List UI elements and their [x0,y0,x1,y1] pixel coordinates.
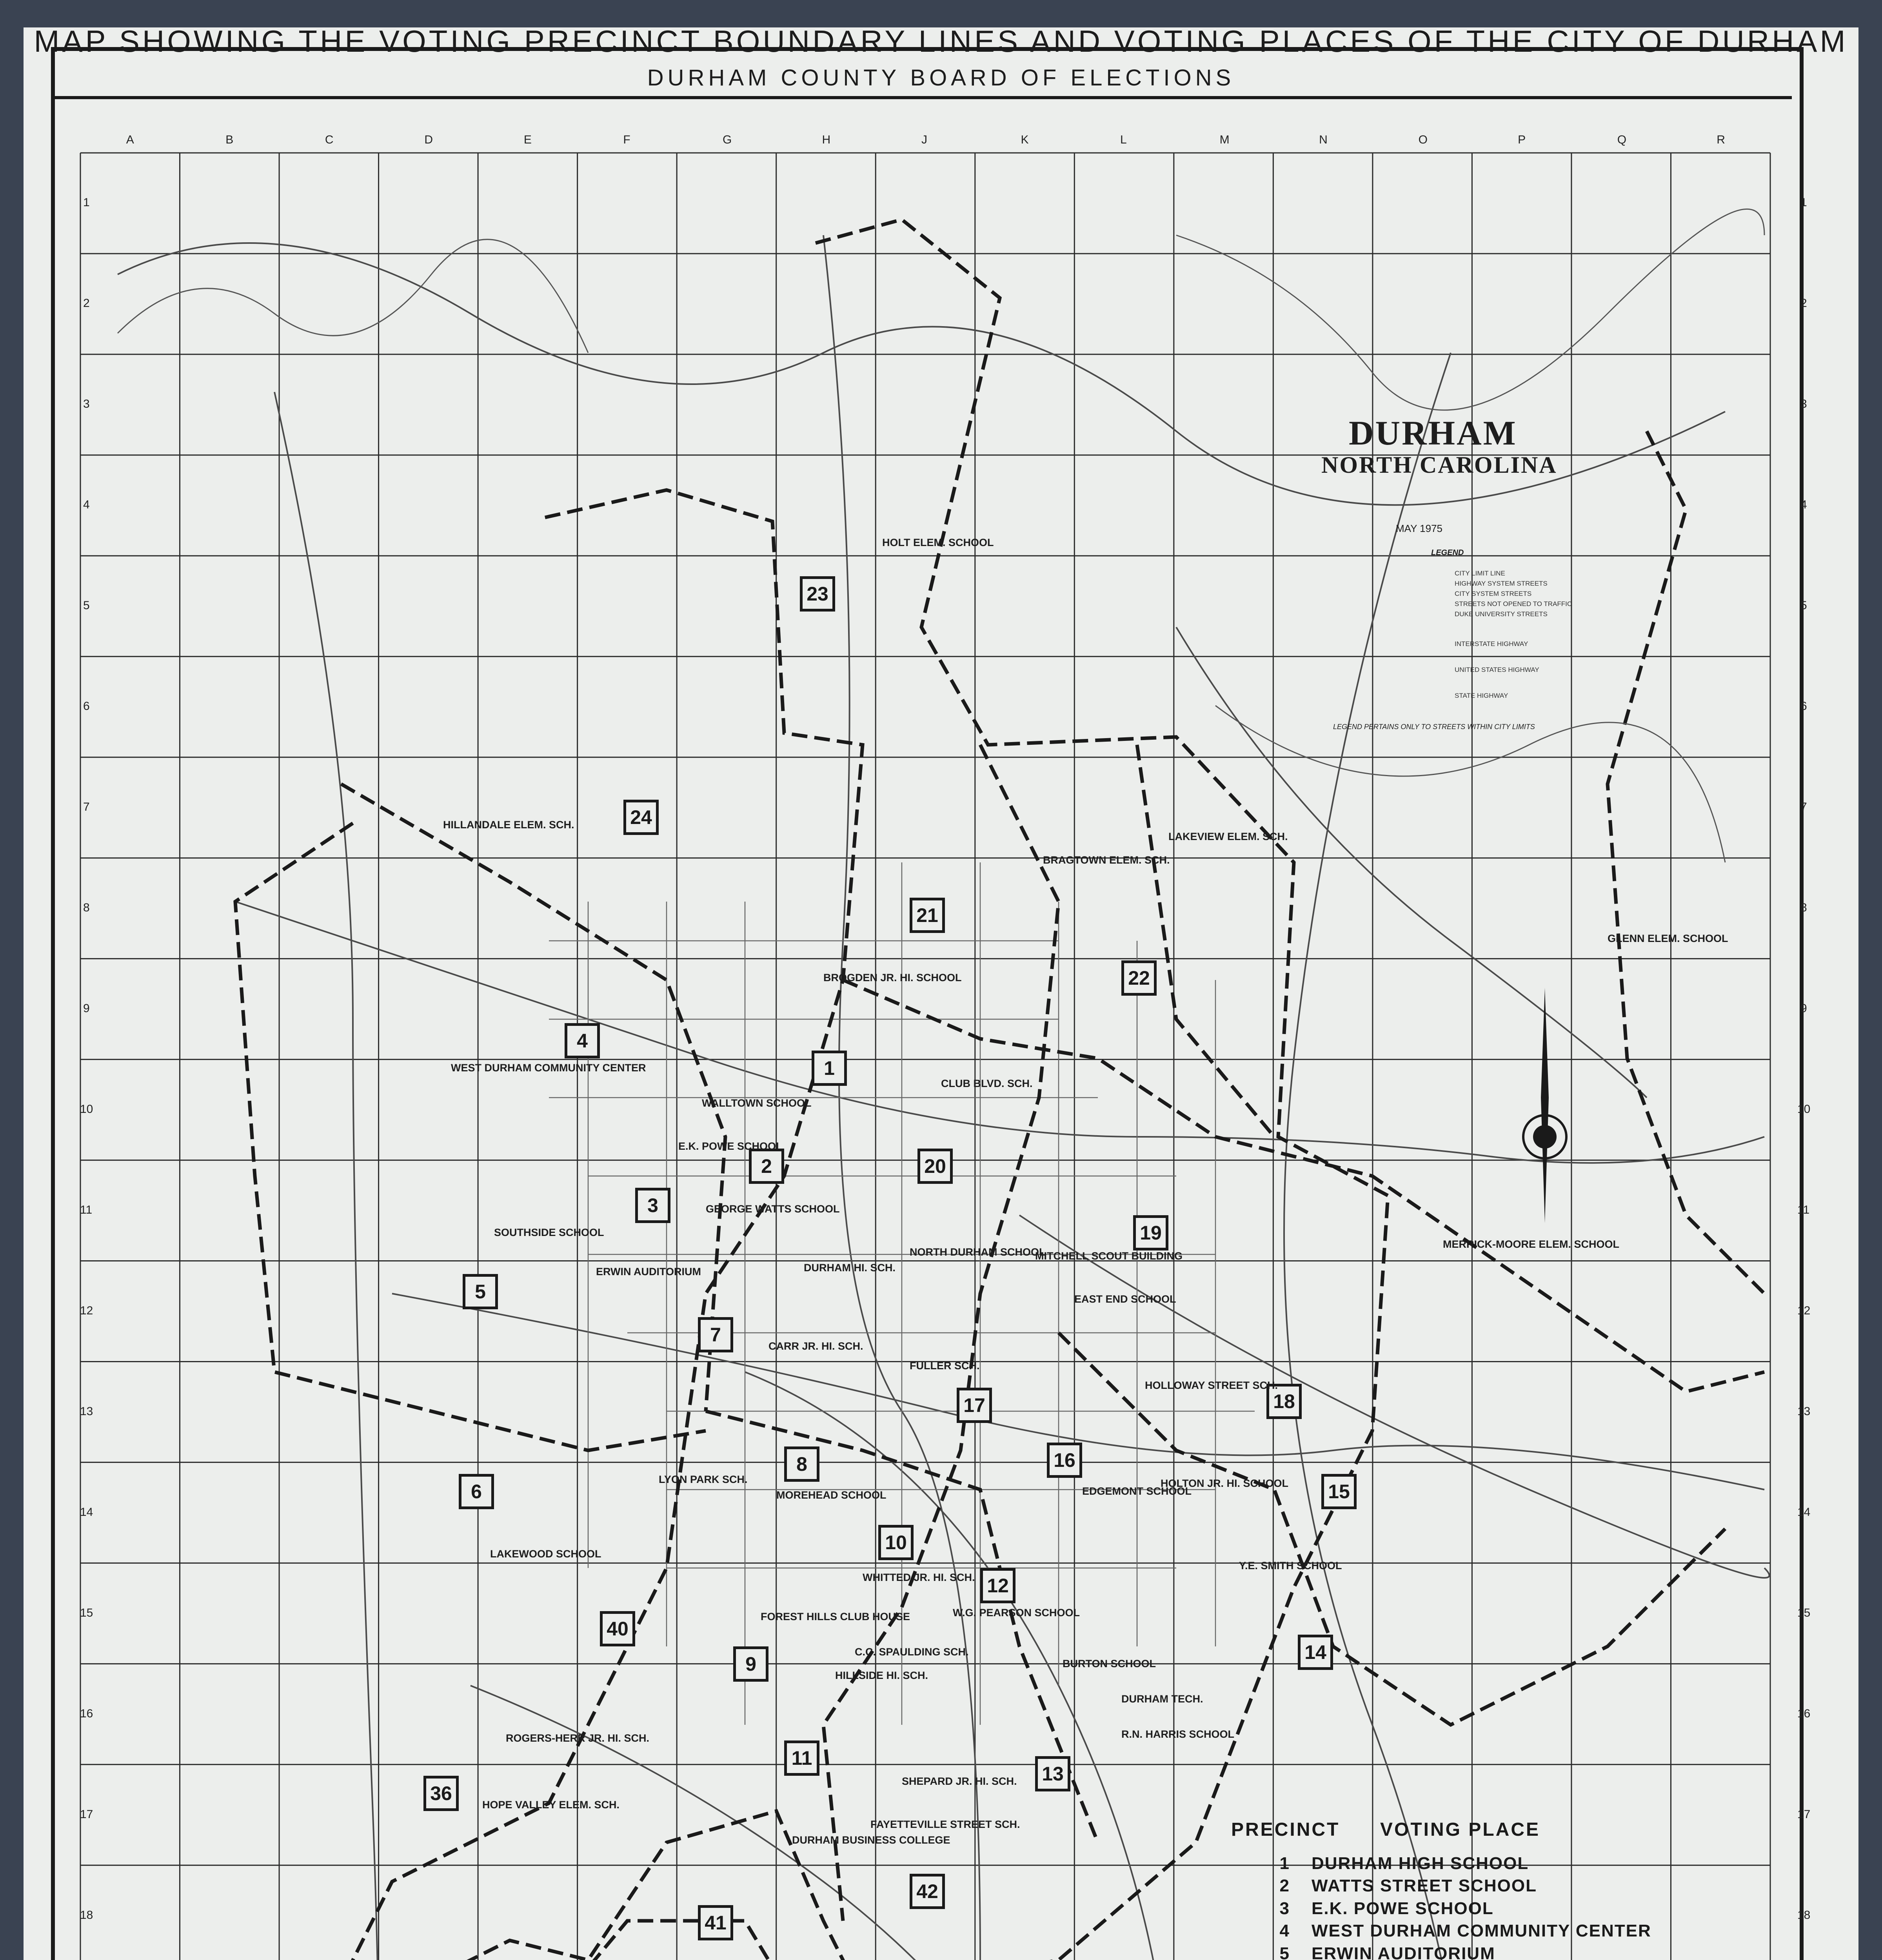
place-label: GEORGE WATTS SCHOOL [706,1203,840,1215]
grid-column-label: M [1219,133,1230,146]
precinct-marker: 21 [910,898,945,933]
place-label: DURHAM TECH. [1121,1693,1203,1705]
precinct-marker: 11 [784,1740,819,1776]
inset-legend-item: DUKE UNIVERSITY STREETS [1455,610,1548,618]
place-label: BRAGTOWN ELEM. SCH. [1043,854,1170,866]
grid-row-label: 9 [1800,1002,1807,1015]
inset-legend-item: UNITED STATES HIGHWAY [1455,666,1539,673]
place-label: Y.E. SMITH SCHOOL [1239,1560,1342,1572]
place-label: HOLT ELEM. SCHOOL [882,537,994,548]
precinct-marker: 10 [878,1525,914,1560]
grid-column-label: F [623,133,630,146]
place-label: HILLANDALE ELEM. SCH. [443,819,574,831]
precinct-marker: 5 [463,1274,498,1309]
grid-column-label: O [1418,133,1428,146]
precinct-number: 4 [1279,1921,1290,1941]
precinct-number: 5 [1279,1944,1290,1960]
grid-column-label: P [1518,133,1526,146]
place-label: HOLTON JR. HI. SCHOOL [1161,1477,1289,1489]
map-title: MAP SHOWING THE VOTING PRECINCT BOUNDARY LINES AND VOTING PLACES OF THE CITY OF DURHAM [34,24,1848,58]
place-label: EAST END SCHOOL [1074,1293,1176,1305]
place-label: SOUTHSIDE SCHOOL [494,1227,604,1238]
place-label: BROGDEN JR. HI. SCHOOL [823,972,962,984]
precinct-marker: 24 [623,800,659,835]
grid-row-label: 1 [1800,196,1807,209]
grid-column-label: N [1319,133,1328,146]
grid-row-label: 7 [1800,800,1807,814]
grid-column-label: G [722,133,732,146]
grid-row-label: 16 [1797,1707,1811,1720]
inset-legend-item: INTERSTATE HIGHWAY [1455,640,1528,648]
place-label: BURTON SCHOOL [1063,1658,1156,1670]
precinct-marker: 42 [910,1874,945,1909]
precinct-number: 1 [1279,1853,1290,1873]
grid-column-label: L [1120,133,1127,146]
state-name: NORTH CAROLINA [1321,452,1557,478]
place-label: C.C. SPAULDING SCH. [855,1646,969,1658]
place-label: HILLSIDE HI. SCH. [835,1670,928,1681]
grid-row-label: 11 [80,1203,93,1217]
precinct-place: WATTS STREET SCHOOL [1312,1876,1537,1896]
precinct-marker: 23 [800,576,835,612]
place-label: WHITTED JR. HI. SCH. [863,1572,975,1583]
precinct-marker: 16 [1047,1443,1082,1478]
grid-row-label: 12 [80,1304,93,1317]
precinct-row [1255,1897,1651,1920]
precinct-marker: 22 [1121,960,1157,996]
grid-column-label: R [1717,133,1725,146]
place-label: MOREHEAD SCHOOL [776,1489,887,1501]
place-label: GLENN ELEM. SCHOOL [1608,933,1728,944]
precinct-marker: 7 [698,1317,733,1352]
grid-column-label: E [523,133,532,146]
grid-row-label: 5 [1800,599,1807,612]
precinct-marker: 2 [749,1149,784,1184]
grid-column-label: A [126,133,134,146]
grid-row-label: 4 [83,498,90,512]
place-label: CLUB BLVD. SCH. [941,1078,1033,1089]
voting-place-column-header: VOTING PLACE [1380,1819,1540,1840]
grid-row-label: 5 [83,599,90,612]
grid-column-label: Q [1617,133,1627,146]
inset-legend [1455,568,1572,701]
inset-legend-item: STREETS NOT OPENED TO TRAFFIC [1455,600,1572,608]
place-label: R.N. HARRIS SCHOOL [1121,1728,1235,1740]
map-subtitle: DURHAM COUNTY BOARD OF ELECTIONS [647,65,1235,91]
grid-row-label: 17 [80,1808,93,1821]
grid-row-label: 6 [1800,700,1807,713]
map-date: MAY 1975 [1396,523,1443,534]
place-label: E.K. POWE SCHOOL [678,1140,783,1152]
place-label: W.G. PEARSON SCHOOL [953,1607,1080,1619]
place-label: FOREST HILLS CLUB HOUSE [761,1611,910,1622]
place-label: LAKEWOOD SCHOOL [490,1548,601,1560]
precinct-column-header: PRECINCT [1231,1819,1340,1840]
precinct-marker: 4 [565,1023,600,1058]
place-label: FULLER SCH. [910,1360,980,1372]
grid-column-label: H [822,133,831,146]
grid-row-label: 4 [1800,498,1807,512]
grid-row-label: 3 [1800,397,1807,411]
grid-row-label: 3 [83,397,90,411]
grid-row-label: 14 [80,1505,93,1519]
grid-row-label: 8 [1800,901,1807,915]
inset-legend-item: STATE HIGHWAY [1455,692,1508,699]
grid-row-label: 10 [80,1103,93,1116]
grid-row-label: 6 [83,700,90,713]
place-label: DURHAM BUSINESS COLLEGE [792,1834,950,1846]
precinct-marker: 9 [733,1646,768,1682]
place-label: DURHAM HI. SCH. [804,1262,896,1274]
precinct-row [1255,1942,1651,1960]
place-label: ROGERS-HERR JR. HI. SCH. [506,1732,650,1744]
precinct-marker: 20 [917,1149,953,1184]
precinct-number: 3 [1279,1898,1290,1918]
precinct-marker: 6 [459,1474,494,1509]
precinct-marker: 3 [635,1188,670,1223]
north-arrow-icon [1521,988,1568,1231]
place-label: WALLTOWN SCHOOL [702,1097,812,1109]
place-label: CARR JR. HI. SCH. [768,1340,863,1352]
precinct-place: E.K. POWE SCHOOL [1312,1898,1494,1918]
place-label: LAKEVIEW ELEM. SCH. [1168,831,1288,842]
inset-legend-item: HIGHWAY SYSTEM STREETS [1455,580,1548,587]
precinct-number: 2 [1279,1876,1290,1896]
place-label: LYON PARK SCH. [659,1474,748,1485]
precinct-marker: 14 [1298,1635,1333,1670]
grid-row-label: 11 [1797,1203,1810,1217]
inset-legend-item: CITY SYSTEM STREETS [1455,590,1532,597]
precinct-row [1255,1852,1651,1875]
precinct-marker: 36 [423,1776,459,1811]
precinct-place: DURHAM HIGH SCHOOL [1312,1853,1529,1873]
precinct-marker: 8 [784,1446,819,1482]
place-label: EDGEMONT SCHOOL [1082,1485,1192,1497]
precinct-marker: 40 [600,1611,635,1646]
precinct-marker: 1 [812,1051,847,1086]
creeks [118,209,1764,862]
precinct-place: WEST DURHAM COMMUNITY CENTER [1312,1921,1651,1941]
grid-row-label: 1 [83,196,90,209]
grid-row-label: 12 [1797,1304,1811,1317]
grid-column-label: B [225,133,234,146]
grid-row-label: 16 [80,1707,93,1720]
grid-row-label: 18 [80,1908,93,1922]
grid-row-label: 15 [80,1606,93,1619]
place-label: MITCHELL SCOUT BUILDING [1035,1250,1183,1262]
grid-row-label: 13 [80,1405,93,1418]
grid-row-label: 8 [83,901,90,915]
grid-row-label: 13 [1797,1405,1811,1418]
grid-column-label: D [424,133,433,146]
precinct-row [1255,1920,1651,1943]
inset-legend-item: CITY LIMIT LINE [1455,570,1505,577]
place-label: ERWIN AUDITORIUM [596,1266,701,1278]
grid-row-label: 15 [1797,1606,1811,1619]
grid-row-label: 18 [1797,1908,1811,1922]
place-label: FAYETTEVILLE STREET SCH. [870,1818,1020,1830]
precinct-marker: 12 [980,1568,1015,1603]
precinct-marker: 13 [1035,1756,1070,1791]
place-label: WEST DURHAM COMMUNITY CENTER [451,1062,646,1074]
grid-row-label: 10 [1797,1103,1811,1116]
place-label: SHEPARD JR. HI. SCH. [902,1775,1017,1787]
grid-row-label: 7 [83,800,90,814]
precinct-marker: 18 [1266,1384,1302,1419]
grid-row-label: 14 [1797,1505,1811,1519]
grid-column-label: C [325,133,334,146]
precinct-list [1255,1852,1651,1960]
city-name: DURHAM [1349,414,1517,452]
inset-legend-note: LEGEND PERTAINS ONLY TO STREETS WITHIN CITY LIMITS [1333,723,1535,731]
precinct-marker: 41 [698,1905,733,1940]
place-label: HOLLOWAY STREET SCH. [1145,1379,1278,1391]
grid-row-label: 2 [83,297,90,310]
place-label: MERRICK-MOORE ELEM. SCHOOL [1443,1238,1619,1250]
inset-legend-heading: LEGEND [1431,548,1464,557]
grid-column-label: J [921,133,927,146]
grid-column-label: K [1021,133,1029,146]
grid-row-label: 9 [83,1002,90,1015]
precinct-marker: 19 [1133,1215,1168,1250]
place-label: HOPE VALLEY ELEM. SCH. [482,1799,620,1811]
grid-row-label: 17 [1797,1808,1811,1821]
grid-row-label: 2 [1800,297,1807,310]
precinct-row [1255,1875,1651,1898]
precinct-marker: 15 [1321,1474,1357,1509]
place-label: NORTH DURHAM SCHOOL [910,1246,1046,1258]
precinct-place: ERWIN AUDITORIUM [1312,1944,1495,1960]
precinct-marker: 17 [957,1388,992,1423]
